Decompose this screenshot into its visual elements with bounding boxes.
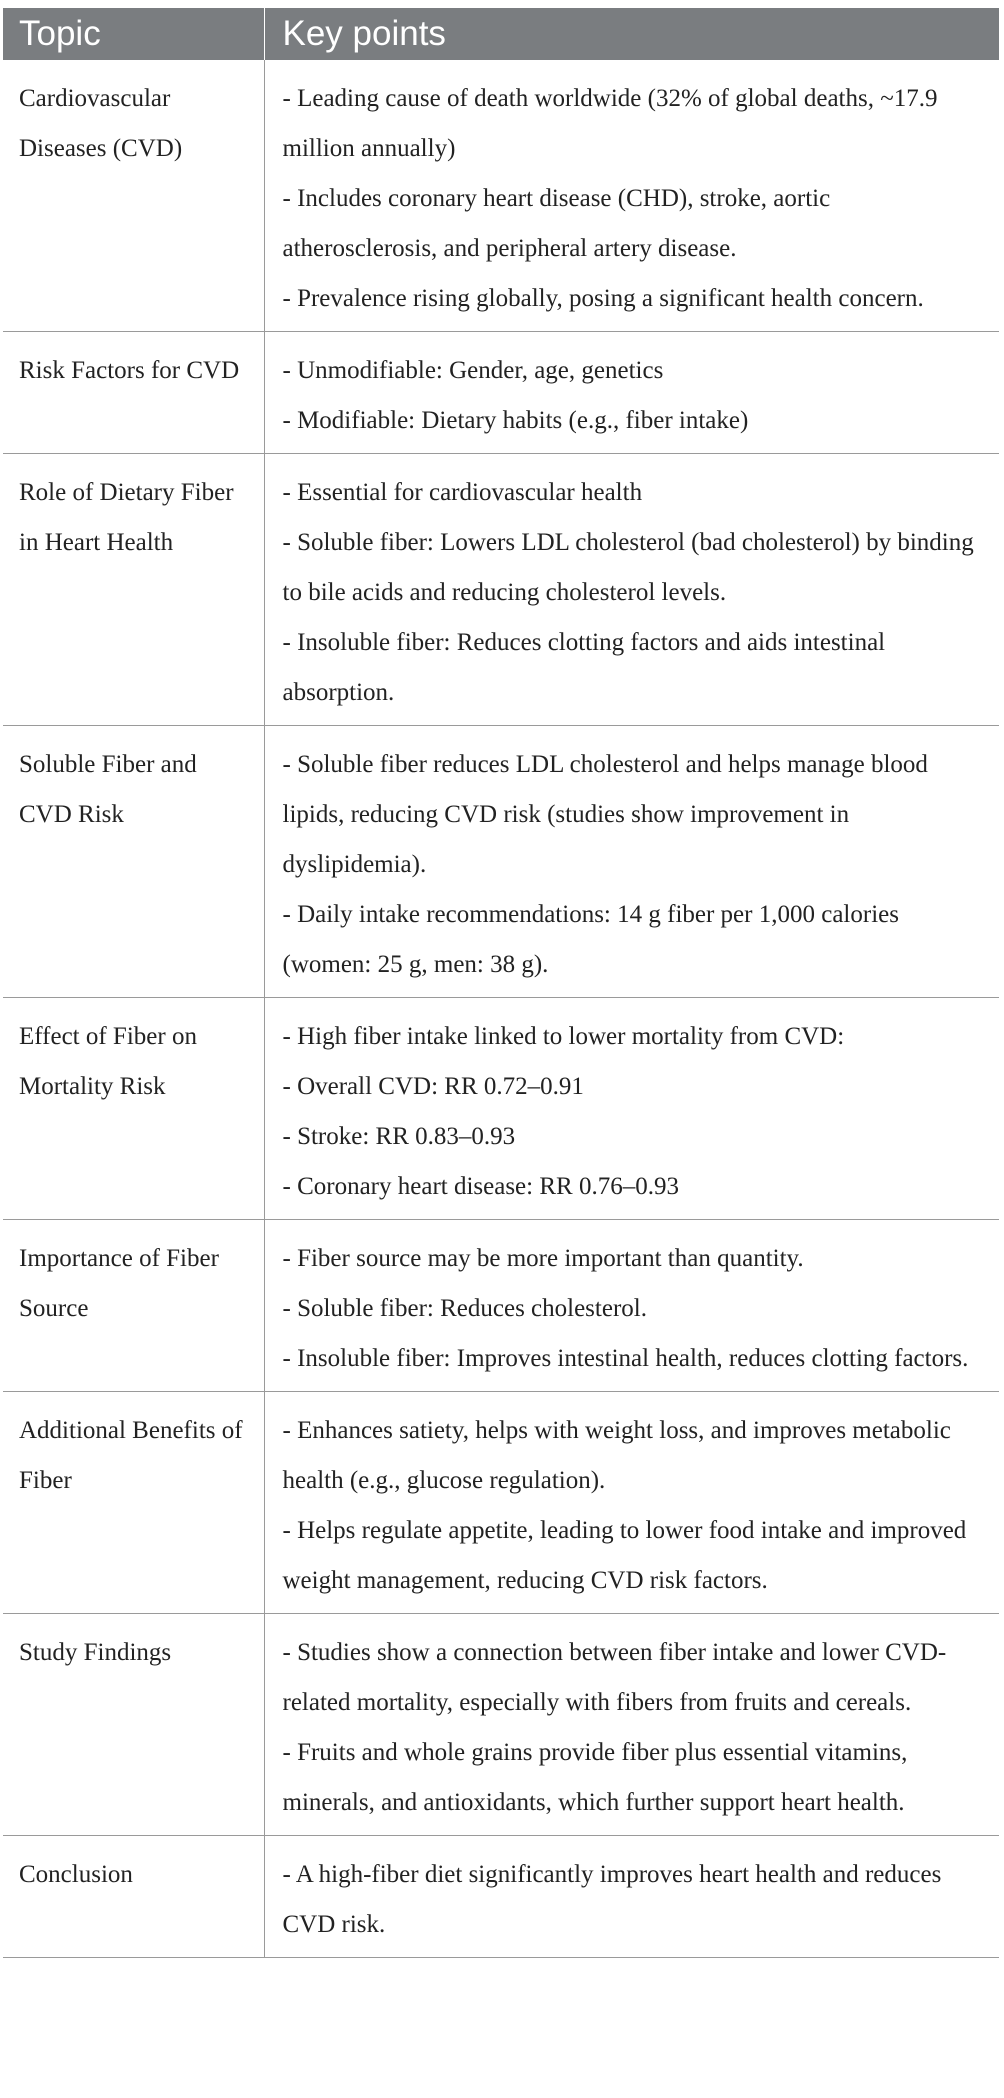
key-points-cell [264,60,999,332]
key-points-cell [264,454,999,726]
key-point: - Fiber source may be more important than quantity. [282,1245,804,1272]
topic-cell: Cardiovascular Diseases (CVD) [3,60,264,332]
key-point: - Helps regulate appetite, leading to lower food intake and improved weight management, reducing CVD risk factors. [282,1517,967,1594]
key-point: - Insoluble fiber: Improves intestinal health, reduces clotting factors. [282,1345,969,1372]
key-point: - Modifiable: Dietary habits (e.g., fiber intake) [282,407,749,434]
key-points-cell [264,1614,999,1836]
key-point: - Insoluble fiber: Reduces clotting factors and aids intestinal absorption. [282,629,886,706]
topic-cell: Soluble Fiber and CVD Risk [3,726,264,998]
table-row [3,1220,999,1392]
key-points-cell [264,332,999,454]
table-row [3,998,999,1220]
table-row [3,1614,999,1836]
key-point: - Leading cause of death worldwide (32% of global deaths, ~17.9 million annually) [282,85,938,162]
key-point: - Coronary heart disease: RR 0.76–0.93 [282,1173,679,1200]
key-point: - High fiber intake linked to lower mortality from CVD: [282,1023,845,1050]
table-header-row [3,8,999,60]
key-point: - Soluble fiber reduces LDL cholesterol and helps manage blood lipids, reducing CVD risk (studies show improvement in dyslipidemia). [282,751,928,878]
topic-cell: Effect of Fiber on Mortality Risk [3,998,264,1220]
topic-cell: Risk Factors for CVD [3,332,264,454]
key-points-cell [264,998,999,1220]
key-point: - A high-fiber diet significantly improves heart health and reduces CVD risk. [282,1861,942,1938]
key-point: - Soluble fiber: Reduces cholesterol. [282,1295,647,1322]
key-points-cell [264,1392,999,1614]
topic-cell: Importance of Fiber Source [3,1220,264,1392]
key-points-cell [264,1836,999,1958]
key-point: - Enhances satiety, helps with weight loss, and improves metabolic health (e.g., glucose regulation). [282,1417,951,1494]
key-point: - Daily intake recommendations: 14 g fiber per 1,000 calories (women: 25 g, men: 38 g). [282,901,899,978]
key-points-table [3,8,999,1958]
key-point: - Stroke: RR 0.83–0.93 [282,1123,516,1150]
table-row [3,332,999,454]
key-point: - Fruits and whole grains provide fiber plus essential vitamins, minerals, and antioxidants, which further support heart health. [282,1739,908,1816]
table-row [3,454,999,726]
key-point: - Unmodifiable: Gender, age, genetics [282,357,664,384]
key-point: - Prevalence rising globally, posing a significant health concern. [282,285,924,312]
table-body [3,60,999,1958]
key-point: - Includes coronary heart disease (CHD), stroke, aortic atherosclerosis, and peripheral artery disease. [282,185,831,262]
topic-cell: Role of Dietary Fiber in Heart Health [3,454,264,726]
key-point: - Studies show a connection between fiber intake and lower CVD-related mortality, especially with fibers from fruits and cereals. [282,1639,947,1716]
topic-cell: Additional Benefits of Fiber [3,1392,264,1614]
table-row [3,1836,999,1958]
key-point: - Overall CVD: RR 0.72–0.91 [282,1073,584,1100]
key-points-cell [264,726,999,998]
table-row [3,726,999,998]
header-topic: Topic [3,8,264,60]
table-row [3,1392,999,1614]
topic-cell: Study Findings [3,1614,264,1836]
key-point: - Soluble fiber: Lowers LDL cholesterol (bad cholesterol) by binding to bile acids and reducing cholesterol levels. [282,529,974,606]
topic-cell: Conclusion [3,1836,264,1958]
key-point: - Essential for cardiovascular health [282,479,643,506]
key-points-cell [264,1220,999,1392]
header-key-points: Key points [264,8,999,60]
table-row [3,60,999,332]
